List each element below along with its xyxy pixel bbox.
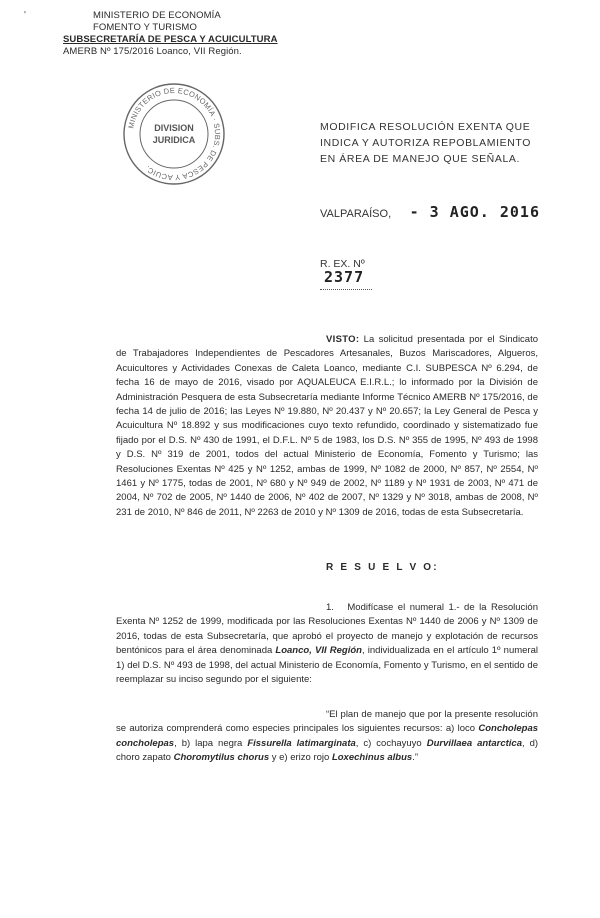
species-3: Durvillaea antarctica	[426, 737, 522, 749]
article-1-paragraph	[116, 601, 538, 687]
date-stamp: - 3 AGO. 2016	[409, 203, 540, 221]
quote-text-2: , b) lapa negra	[174, 737, 243, 749]
article-1-text-1: Modifícase el numeral 1.- de la Resolución Exenta Nº 1252 de 1999, modificada por las Resoluciones Exentas Nº 1440 de 2006 y Nº 1309 de 2016, todas de esta Subsecretaría, que aprobó el proyecto de manejo y explotación de recursos bentónicos para el área denominada	[116, 602, 538, 657]
header-line-3: SUBSECRETARÍA DE PESCA Y ACUICULTURA	[63, 34, 278, 45]
header-line-1: MINISTERIO DE ECONOMÍA	[93, 10, 221, 21]
stamp-seal-icon	[122, 82, 226, 186]
replacement-quote	[116, 708, 538, 766]
corner-mark: '	[24, 10, 26, 21]
resolution-number: 2377	[324, 268, 365, 286]
date-line	[320, 203, 560, 225]
quote-text-6: .”	[412, 752, 419, 764]
resuelvo-heading: R E S U E L V O:	[326, 562, 439, 573]
species-4: Choromytilus chorus	[173, 752, 270, 764]
article-1-number: 1.	[326, 602, 334, 613]
header-line-4: AMERB Nº 175/2016 Loanco, VII Región.	[63, 46, 242, 57]
ministry-header	[63, 10, 278, 58]
svg-text:MINISTERIO DE ECONOMÍA · SUBS.: MINISTERIO DE ECONOMÍA · SUBS. DE PESCA Y ACUIC.	[126, 85, 223, 183]
species-1: Concholepas concholepas	[116, 723, 539, 749]
resolution-number-line	[320, 254, 420, 286]
species-5: Loxechinus albus	[331, 752, 413, 764]
date-place: VALPARAÍSO,	[320, 208, 392, 220]
visto-paragraph	[116, 333, 538, 520]
quote-text-4: , d) choro zapato	[116, 737, 539, 764]
division-juridica-stamp	[122, 82, 226, 186]
article-1-area-name: Loanco, VII Región	[275, 645, 362, 657]
species-2: Fissurella latimarginata	[247, 737, 356, 749]
document-title: MODIFICA RESOLUCIÓN EXENTA QUE INDICA Y AUTORIZA REPOBLAMIENTO EN ÁREA DE MANEJO QUE SEÑALA.	[320, 121, 531, 165]
stamp-line-1: DIVISION	[154, 123, 194, 133]
header-line-2: FOMENTO Y TURISMO	[93, 22, 197, 33]
article-1-text-2: , individualizada en el artículo 1º numeral 1) del D.S. Nº 493 de 1998, del actual Ministerio de Economía, Fomento y Turismo, en el sentido de reemplazar su inciso segundo por el siguiente:	[116, 645, 538, 686]
resolution-prefix: R. EX. Nº	[320, 258, 365, 270]
visto-text: La solicitud presentada por el Sindicato de Trabajadores Independientes de Pescadores Artesanales, Buzos Mariscadores, Algueros, Acuicultores y Actividades Conexas de Caleta Loanco, mediante C.I. SUBPESCA Nº 6.294, de fecha 16 de mayo de 2016, visado por AQUALEUCA E.I.R.L.; lo informado por la División de Administración Pesquera de esta Subsecretaría mediante Informe Técnico AMERB Nº 175/2016, de fecha 14 de julio de 2016; las Leyes Nº 19.880, Nº 20.437 y Nº 20.657; la Ley General de Pesca y Acuicultura Nº 18.892 y sus modificaciones cuyo texto refundido, coordinado y sistematizado fue fijado por el D.S. Nº 430 de 1991, el D.F.L. Nº 5 de 1983, los D.S. Nº 355 de 1995, Nº 493 de 1998 y D.S. Nº 319 de 2001, todos del actual Ministerio de Economía, Fomento y Turismo; las Resoluciones Exentas Nº 425 y Nº 1252, ambas de 1999, Nº 1082 de 2000, Nº 857, Nº 2554, Nº 1461 y Nº 1775, todas de 2001, Nº 680 y Nº 949 de 2002, Nº 1189 y Nº 1931 de 2003, Nº 471 de 2004, Nº 702 de 2005, Nº 1440 de 2006, Nº 402 de 2007, Nº 1329 y Nº 3018, ambas de 2008, Nº 231 de 2010, Nº 846 de 2011, Nº 2263 de 2010 y Nº 1309 de 2016, todas de esta Subsecretaría.	[116, 334, 539, 518]
quote-text-3: , c) cochayuyo	[355, 737, 422, 749]
quote-text-5: y e) erizo rojo	[269, 752, 330, 764]
quote-text-1: “El plan de manejo que por la presente resolución se autoriza comprenderá como especies principales los siguientes recursos: a) loco	[116, 709, 538, 735]
stamp-line-2: JURIDICA	[152, 135, 196, 145]
visto-label: VISTO:	[326, 334, 360, 345]
